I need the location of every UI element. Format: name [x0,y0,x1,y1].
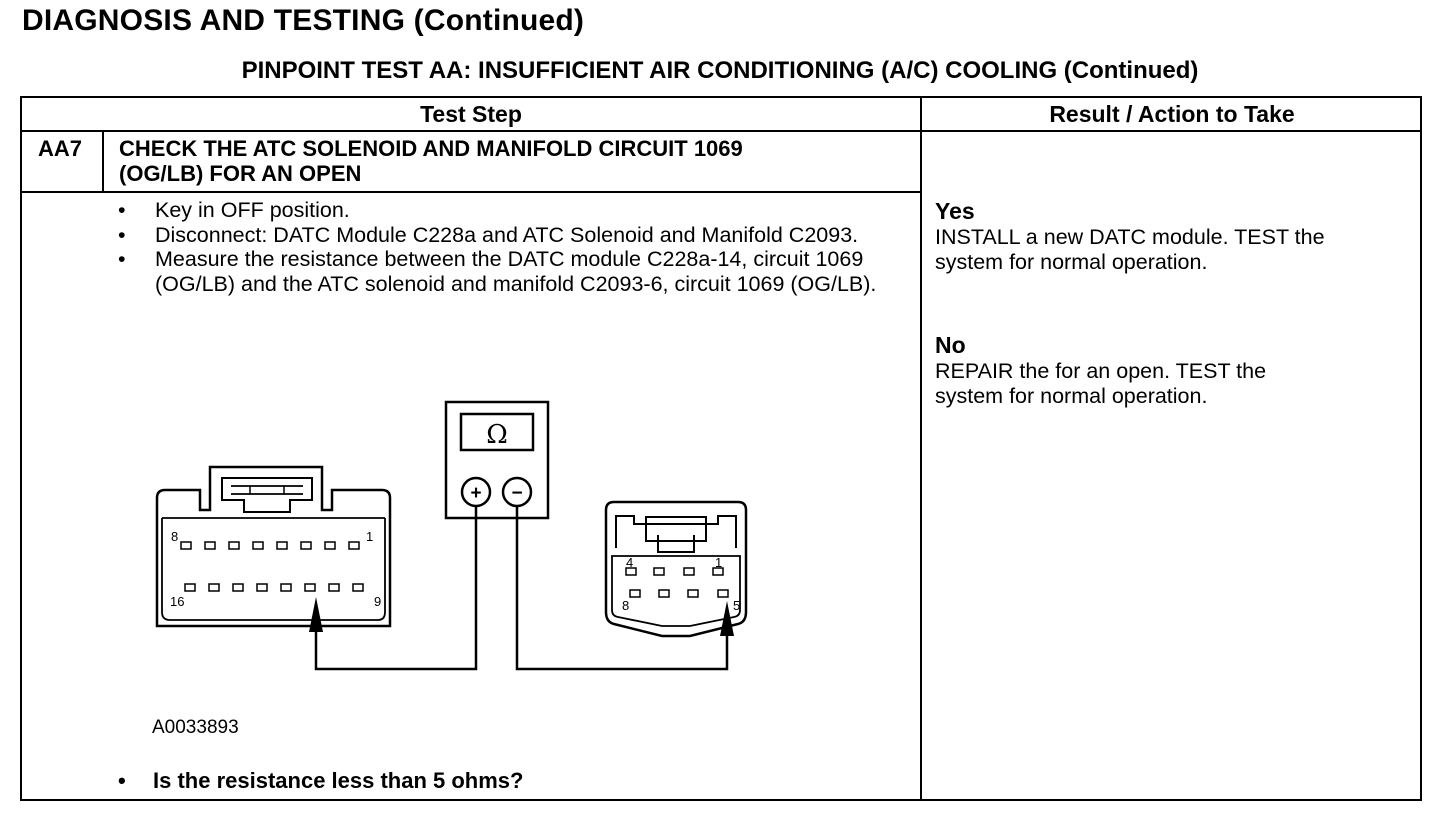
ohm-symbol: Ω [486,420,508,450]
header-result-action: Result / Action to Take [1049,101,1295,127]
datc-connector-body [157,467,390,626]
datc-connector-latch [222,478,312,512]
pin-label: 1 [715,555,723,570]
figure-id: A0033893 [152,717,239,738]
result-yes-action-line1: INSTALL a new DATC module. TEST the [935,225,1325,249]
pin-label: 5 [733,598,741,613]
pin-label: 8 [622,598,630,613]
probe-arrow-icon [309,597,323,632]
plus-symbol: + [470,483,482,504]
result-no-label: No [935,332,966,358]
pinpoint-test-title: PINPOINT TEST AA: INSUFFICIENT AIR CONDITIONING (A/C) COOLING (Continued) [241,57,1199,84]
minus-symbol: − [511,483,523,504]
probe-arrow-icon [720,601,734,636]
pin-label: 16 [170,594,185,609]
result-yes-label: Yes [935,198,975,224]
instruction-item: • Disconnect: DATC Module C228a and ATC Solenoid and Manifold C2093. [112,223,892,248]
result-yes-action-line2: system for normal operation. [935,249,1208,274]
pin-label: 1 [366,529,374,544]
pin-label: 4 [626,555,634,570]
result-no-action-line1: REPAIR the for an open. TEST the [935,359,1267,383]
result-yes-action [935,225,1415,274]
header-test-step: Test Step [420,101,522,127]
step-id: AA7 [38,136,83,161]
positive-test-lead [316,506,476,669]
instruction-item: • Key in OFF position. [112,198,892,223]
column-divider [920,96,922,801]
pin-label: 9 [374,594,382,609]
step-title-line2: (OG/LB) FOR AN OPEN [119,161,362,186]
result-no-action-line2: system for normal operation. [935,383,1208,408]
negative-test-lead [517,506,727,669]
instruction-item: • Measure the resistance between the DATC module C228a-14, circuit 1069 (OG/LB) and the ATC solenoid and manifold C2093-6, circuit 1069 (OG/LB). [112,247,892,296]
result-no-action [935,359,1415,408]
test-question: • Is the resistance less than 5 ohms? [112,768,523,794]
pin-label: 8 [171,529,179,544]
page-title: DIAGNOSIS AND TESTING (Continued) [22,4,585,37]
step-title-line1: CHECK THE ATC SOLENOID AND MANIFOLD CIRCUIT 1069 [119,136,743,161]
